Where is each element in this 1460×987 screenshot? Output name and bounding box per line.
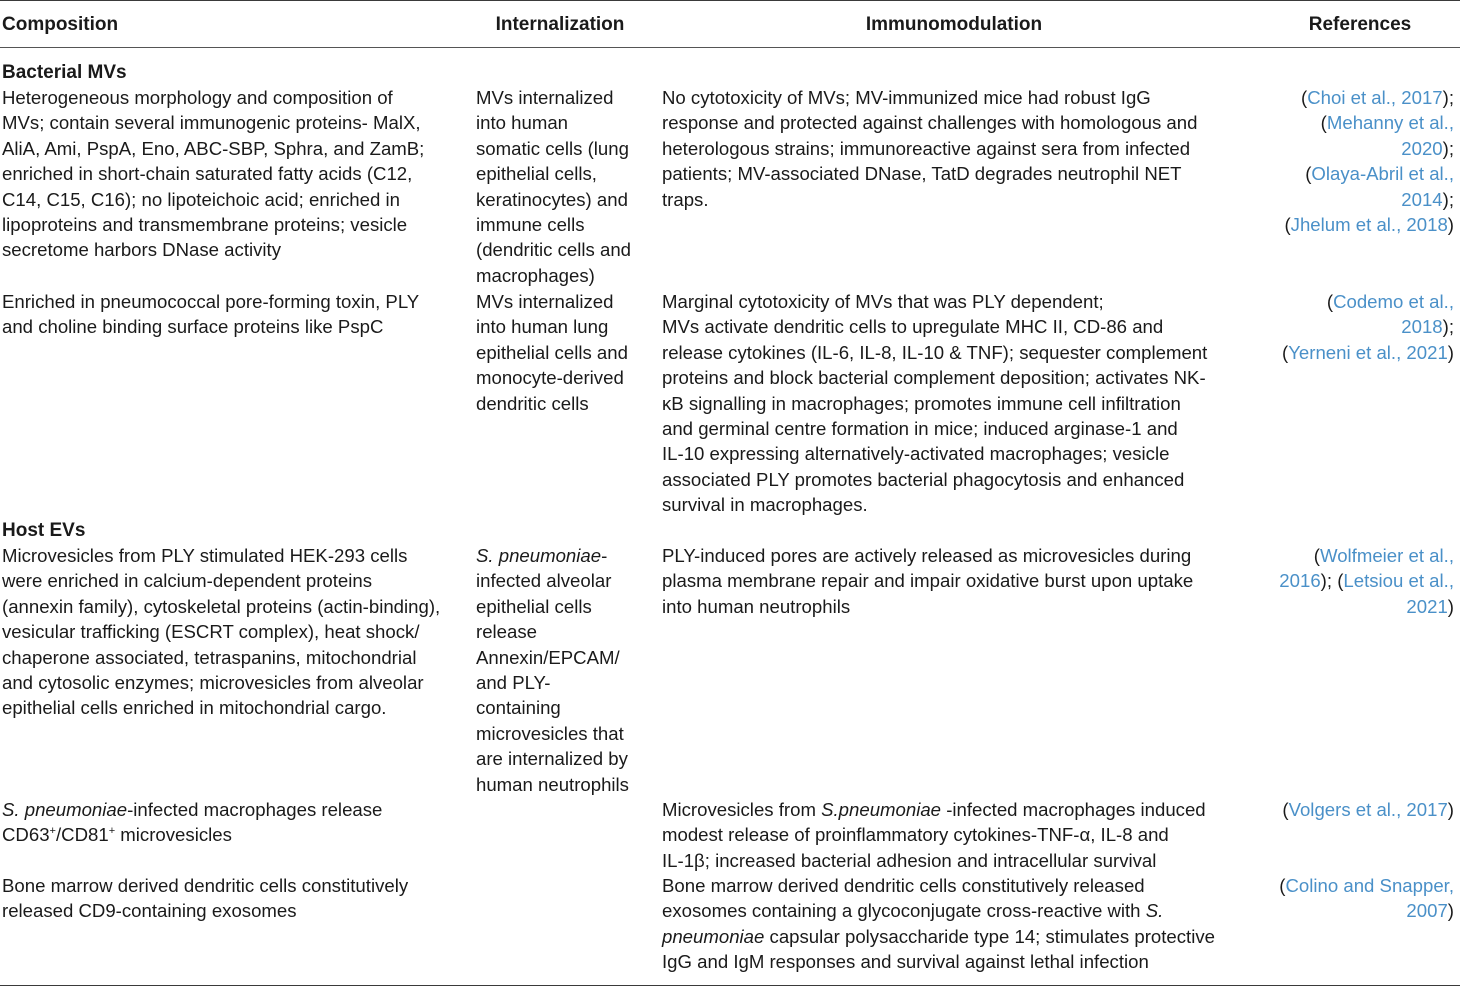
reference-link[interactable]: 2018 — [1401, 316, 1443, 338]
row1-internalization — [476, 289, 628, 416]
section-title-bacterial: Bacterial MVs — [2, 62, 127, 83]
text-line: into human — [476, 112, 568, 134]
text-line: somatic cells (lung — [476, 137, 629, 159]
row4-composition — [2, 873, 408, 924]
text-line: vesicular trafficking (ESCRT complex), heat shock/ — [2, 621, 420, 643]
species-name: S. pneumoniae — [476, 545, 602, 566]
reference-link[interactable]: Letsiou et al., — [1343, 570, 1454, 592]
text-line: C14, C15, C16); no lipoteichoic acid; enriched in — [2, 188, 400, 210]
header-composition: Composition — [2, 14, 119, 35]
text-line: AliA, Ami, PspA, Eno, ABC-SBP, Sphra, and ZamB; — [2, 137, 425, 159]
text-line: Microvesicles from PLY stimulated HEK-293 cells — [2, 545, 408, 566]
text-line: release cytokines (IL-6, IL-8, IL-10 & TNF); sequester complement — [662, 341, 1208, 363]
reference-line — [1262, 797, 1454, 822]
text-line: epithelial cells enriched in mitochondrial cargo. — [2, 697, 387, 719]
paren: ) — [1447, 341, 1454, 363]
text-line: Bone marrow derived dendritic cells constitutively released — [662, 875, 1145, 896]
paren: ); — [1442, 188, 1454, 210]
reference-line — [1262, 187, 1454, 212]
paren: ( — [1313, 545, 1320, 566]
paren: ( — [1284, 214, 1291, 236]
row1-composition — [2, 289, 419, 340]
text-line: were enriched in calcium-dependent proteins — [2, 570, 373, 592]
paren: ) — [1447, 799, 1454, 820]
reference-link[interactable]: 2007 — [1406, 900, 1448, 922]
text-line: associated PLY promotes bacterial phagocytosis and enhanced — [662, 468, 1185, 490]
row0-immunomodulation — [662, 85, 1197, 212]
reference-line — [1262, 898, 1454, 923]
text-line: containing — [476, 697, 561, 719]
species-name: S.pneumoniae — [821, 799, 942, 820]
text-line — [476, 543, 629, 568]
paren: ( — [1305, 163, 1312, 185]
reference-line — [1262, 110, 1454, 135]
row0-composition — [2, 85, 424, 263]
table-top-rule — [0, 0, 1460, 1]
reference-link[interactable]: Colino and Snapper, — [1285, 875, 1454, 896]
paren: ) — [1447, 214, 1454, 236]
paren: ); — [1442, 316, 1454, 338]
text-fragment: CD63 — [2, 824, 50, 846]
text-fragment: /CD81 — [55, 824, 109, 846]
reference-line — [1262, 873, 1454, 898]
text-line: plasma membrane repair and impair oxidative burst upon uptake — [662, 570, 1194, 592]
row1-references — [1262, 289, 1454, 365]
row3-immunomodulation — [662, 797, 1206, 873]
text-line: into human neutrophils — [662, 595, 851, 617]
reference-link[interactable]: Codemo et al., — [1333, 291, 1454, 312]
text-line: infected alveolar — [476, 570, 612, 592]
text-line: and PLY- — [476, 672, 551, 694]
paren: ( — [1282, 799, 1289, 820]
reference-link[interactable]: 2014 — [1401, 188, 1443, 210]
text-line: secretome harbors DNase activity — [2, 239, 282, 261]
text-line: lipoproteins and transmembrane proteins; vesicle — [2, 214, 408, 236]
text-line: MVs activate dendritic cells to upregulate MHC II, CD-86 and — [662, 316, 1164, 338]
text-line — [2, 797, 382, 822]
text-line: Annexin/EPCAM/ — [476, 646, 620, 668]
reference-line — [1262, 289, 1454, 314]
reference-link[interactable]: 2020 — [1401, 137, 1443, 159]
text-line: and choline binding surface proteins like PspC — [2, 316, 384, 338]
paren: ( — [1279, 875, 1286, 896]
text-line: macrophages) — [476, 264, 595, 286]
text-line: into human lung — [476, 316, 609, 338]
text-line: IL-10 expressing alternatively-activated macrophages; vesicle — [662, 443, 1170, 465]
reference-line — [1262, 568, 1454, 593]
text-line: patients; MV-associated DNase, TatD degrades neutrophil NET — [662, 163, 1182, 185]
species-name: S. — [1145, 900, 1164, 922]
reference-line — [1262, 314, 1454, 339]
text-line: proteins and block bacterial complement deposition; activates NK- — [662, 367, 1206, 389]
text-line: MVs; contain several immunogenic proteins- MalX, — [2, 112, 421, 134]
text-line: Heterogeneous morphology and composition of — [2, 87, 393, 108]
species-name: S. pneumoniae — [2, 799, 128, 820]
species-name: pneumoniae — [662, 925, 765, 947]
paren: ); — [1442, 137, 1454, 159]
text-line: and cytosolic enzymes; microvesicles from alveolar — [2, 672, 424, 694]
text-line — [662, 924, 1215, 949]
text-line: modest release of proinflammatory cytokines-TNF-α, IL-8 and — [662, 824, 1169, 846]
row2-immunomodulation — [662, 543, 1193, 619]
text-fragment: - — [601, 545, 608, 566]
text-line: epithelial cells, — [476, 163, 597, 185]
row0-internalization — [476, 85, 631, 288]
text-fragment: exosomes containing a glycoconjugate cross-reactive with — [662, 900, 1146, 922]
text-line: κB signalling in macrophages; promotes immune cell infiltration — [662, 392, 1181, 414]
row4-immunomodulation — [662, 873, 1215, 975]
text-line — [662, 797, 1206, 822]
row2-references — [1262, 543, 1454, 619]
text-fragment: -infected macrophages induced — [941, 799, 1206, 820]
paren: ( — [1320, 112, 1327, 134]
text-line: heterologous strains; immunoreactive against sera from infected — [662, 137, 1191, 159]
text-line: Marginal cytotoxicity of MVs that was PLY dependent; — [662, 291, 1104, 312]
table-bottom-rule — [0, 985, 1460, 986]
text-line: epithelial cells — [476, 595, 592, 617]
reference-line — [1262, 85, 1454, 110]
text-line: dendritic cells — [476, 392, 589, 414]
text-line: release — [476, 621, 537, 643]
text-fragment: microvesicles — [115, 824, 232, 846]
text-line: human neutrophils — [476, 773, 629, 795]
text-line: IL-1β; increased bacterial adhesion and intracellular survival — [662, 849, 1157, 871]
reference-line — [1262, 543, 1454, 568]
reference-line — [1262, 136, 1454, 161]
row3-references — [1262, 797, 1454, 822]
text-fragment: capsular polysaccharide type 14; stimulates protective — [764, 925, 1215, 947]
superscript: + — [108, 825, 116, 838]
text-line: immune cells — [476, 214, 585, 236]
text-line: No cytotoxicity of MVs; MV-immunized mice had robust IgG — [662, 87, 1151, 108]
text-line: enriched in short-chain saturated fatty acids (C12, — [2, 163, 413, 185]
text-line: MVs internalized — [476, 291, 614, 312]
text-line: are internalized by — [476, 748, 628, 770]
text-line: Bone marrow derived dendritic cells constitutively — [2, 875, 409, 896]
text-line: PLY-induced pores are actively released as microvesicles during — [662, 545, 1192, 566]
header-internalization: Internalization — [495, 14, 625, 35]
superscript: + — [49, 825, 56, 838]
paren: ( — [1282, 341, 1289, 363]
text-line: epithelial cells and — [476, 341, 628, 363]
paren: ) — [1447, 595, 1454, 617]
reference-line — [1262, 340, 1454, 365]
reference-link[interactable]: Jhelum et al., 2018 — [1290, 214, 1448, 236]
text-line: released CD9-containing exosomes — [2, 900, 297, 922]
reference-link[interactable]: Yerneni et al., 2021 — [1288, 341, 1448, 363]
paren: ( — [1301, 87, 1308, 108]
row2-internalization — [476, 543, 629, 797]
row4-references — [1262, 873, 1454, 924]
section-title-host: Host EVs — [2, 520, 86, 541]
text-line: survival in macrophages. — [662, 494, 868, 516]
text-line: microvesicles that — [476, 722, 624, 744]
paren: ) — [1447, 900, 1454, 922]
text-line: monocyte-derived — [476, 367, 624, 389]
text-line: Enriched in pneumococcal pore-forming toxin, PLY — [2, 291, 420, 312]
text-fragment: -infected macrophages release — [127, 799, 383, 820]
text-line — [2, 822, 382, 847]
text-fragment: Microvesicles from — [662, 799, 822, 820]
paren: ); ( — [1320, 570, 1344, 592]
row0-references — [1262, 85, 1454, 237]
header-immunomodulation: Immunomodulation — [865, 14, 1043, 35]
reference-link[interactable]: 2021 — [1406, 595, 1448, 617]
reference-link[interactable]: Olaya-Abril et al., — [1311, 163, 1454, 185]
paren: ( — [1326, 291, 1334, 312]
reference-link[interactable]: Wolfmeier et al., — [1320, 545, 1454, 566]
reference-line — [1262, 212, 1454, 237]
row2-composition — [2, 543, 440, 721]
reference-line — [1262, 594, 1454, 619]
text-line: traps. — [662, 188, 709, 210]
paren: ); — [1442, 87, 1454, 108]
text-line: chaperone associated, tetraspanins, mitochondrial — [2, 646, 417, 668]
row1-immunomodulation — [662, 289, 1207, 518]
text-line: (dendritic cells and — [476, 239, 632, 261]
reference-link[interactable]: Volgers et al., 2017 — [1288, 799, 1448, 820]
reference-link[interactable]: 2016 — [1279, 570, 1321, 592]
text-line: keratinocytes) and — [476, 188, 628, 210]
reference-link[interactable]: Mehanny et al., — [1326, 112, 1454, 134]
text-line: IgG and IgM responses and survival against lethal infection — [662, 951, 1149, 973]
text-line: and germinal centre formation in mice; induced arginase-1 and — [662, 418, 1178, 440]
header-references: References — [1308, 14, 1412, 35]
header-rule — [0, 47, 1460, 48]
text-line: response and protected against challenges with homologous and — [662, 112, 1198, 134]
text-line — [662, 898, 1215, 923]
text-line: MVs internalized — [476, 87, 614, 108]
text-line: (annexin family), cytoskeletal proteins (actin-binding), — [2, 595, 441, 617]
reference-link[interactable]: Choi et al., 2017 — [1307, 87, 1443, 108]
row3-composition — [2, 797, 382, 848]
reference-line — [1262, 161, 1454, 186]
